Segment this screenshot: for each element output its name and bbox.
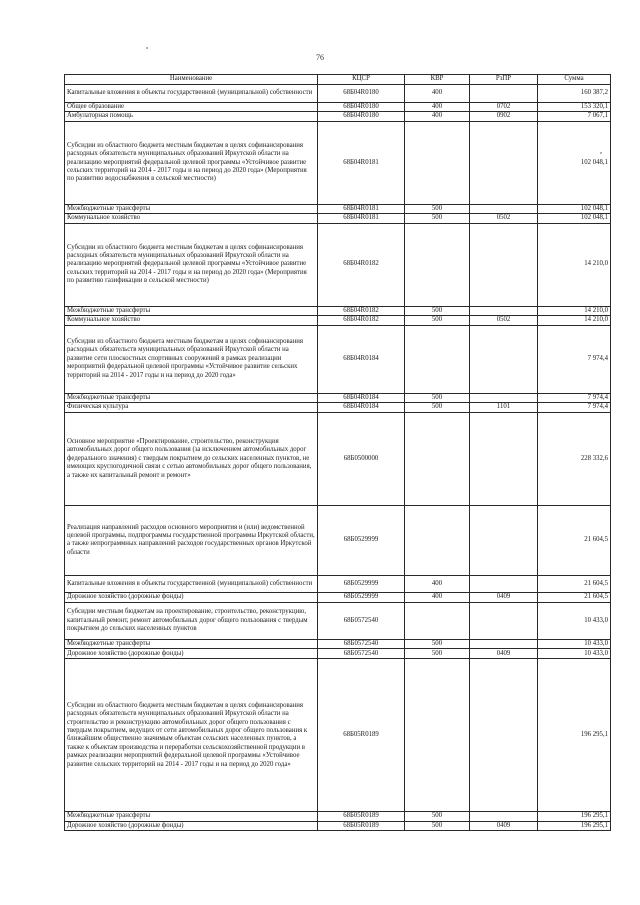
cell-sum: 21 604,5 bbox=[538, 505, 611, 575]
cell-sum: 21 604,5 bbox=[538, 575, 611, 592]
table-row bbox=[65, 592, 611, 602]
cell-sum: 10 433,0 bbox=[538, 649, 611, 659]
cell-name: Субсидии из областного бюджета местным бюджетам в целях софинансирования расходных обязательств муниципальных образований Иркутской области на реализацию мероприятий федеральной целевой программы «Устойчивое развитие сельских территорий на 2014 - 2017 годы и на период до 2020 года» (Мероприятия по развитию водоснабжения в сельской местности) bbox=[65, 121, 318, 204]
cell-sum: 21 604,5 bbox=[538, 592, 611, 602]
cell-kvr bbox=[405, 505, 470, 575]
cell-sum: 7 974,4 bbox=[538, 402, 611, 412]
table-row bbox=[65, 402, 611, 412]
cell-kvr bbox=[405, 325, 470, 393]
cell-kcsr: 68Б0572540 bbox=[318, 602, 405, 639]
cell-rzpr: 0702 bbox=[470, 103, 538, 112]
cell-kvr: 500 bbox=[405, 306, 470, 315]
cell-rzpr bbox=[470, 85, 538, 103]
cell-sum: 10 433,0 bbox=[538, 602, 611, 639]
cell-kvr: 500 bbox=[405, 204, 470, 213]
cell-name: Реализация направлений расходов основного мероприятия и (или) ведомственной целевой программы, подпрограммы государственной программы Иркутской области, а также непрограммных направлений расходов государственных органов Иркутской области bbox=[65, 505, 318, 575]
cell-name: Субсидии из областного бюджета местным бюджетам в целях софинансирования расходных обязательств муниципальных образований Иркутской области на строительство и реконструкцию автомобильных дорог общего пользования с твердым покрытием, ведущих от сети автомобильных дорог общего пользования к ближайшим общественно значимым объектам сельских населенных пунктов, а также к объектам производства и переработки сельскохозяйственной продукции в рамках реализации мероприятий федеральной целевой программы «Устойчивое развитие сельских территорий на 2014 - 2017 годы и на период до 2020 года» bbox=[65, 659, 318, 812]
cell-kcsr: 68Б04R0184 bbox=[318, 325, 405, 393]
table-row bbox=[65, 316, 611, 325]
cell-rzpr bbox=[470, 306, 538, 315]
cell-kcsr: 68Б05R0189 bbox=[318, 821, 405, 830]
table-row bbox=[65, 412, 611, 505]
table-row bbox=[65, 505, 611, 575]
cell-rzpr bbox=[470, 121, 538, 204]
cell-rzpr bbox=[470, 223, 538, 306]
cell-name: Дорожное хозяйство (дорожные фонды) bbox=[65, 821, 318, 830]
cell-sum: 160 387,2 bbox=[538, 85, 611, 103]
table-row bbox=[65, 602, 611, 639]
cell-kcsr: 68Б0572540 bbox=[318, 649, 405, 659]
cell-rzpr bbox=[470, 393, 538, 402]
table-row bbox=[65, 393, 611, 402]
cell-sum: 7 974,4 bbox=[538, 393, 611, 402]
cell-kcsr: 68Б04R0184 bbox=[318, 402, 405, 412]
scan-speck bbox=[146, 47, 148, 49]
cell-sum: 102 048,1 bbox=[538, 121, 611, 204]
cell-name: Дорожное хозяйство (дорожные фонды) bbox=[65, 592, 318, 602]
cell-rzpr bbox=[470, 325, 538, 393]
cell-kcsr: 68Б04R0181 bbox=[318, 204, 405, 213]
cell-kvr: 400 bbox=[405, 85, 470, 103]
cell-rzpr: 0902 bbox=[470, 112, 538, 121]
cell-rzpr: 1101 bbox=[470, 402, 538, 412]
cell-sum: 196 295,1 bbox=[538, 659, 611, 812]
cell-kcsr: 68Б0572540 bbox=[318, 639, 405, 648]
cell-rzpr: 0409 bbox=[470, 821, 538, 830]
cell-name: Амбулаторная помощь bbox=[65, 112, 318, 121]
cell-name: Дорожное хозяйство (дорожные фонды) bbox=[65, 649, 318, 659]
cell-kcsr: 68Б04R0180 bbox=[318, 103, 405, 112]
cell-kvr: 400 bbox=[405, 112, 470, 121]
cell-name: Межбюджетные трансферты bbox=[65, 812, 318, 821]
cell-kvr: 400 bbox=[405, 592, 470, 602]
cell-sum: 153 320,1 bbox=[538, 103, 611, 112]
cell-kcsr: 68Б04R0181 bbox=[318, 214, 405, 223]
cell-sum: 14 210,0 bbox=[538, 316, 611, 325]
cell-kvr bbox=[405, 412, 470, 505]
cell-rzpr bbox=[470, 602, 538, 639]
cell-kcsr: 68Б0529999 bbox=[318, 505, 405, 575]
cell-kvr bbox=[405, 602, 470, 639]
cell-sum: 196 295,1 bbox=[538, 821, 611, 830]
table-row bbox=[65, 214, 611, 223]
header-kcsr: КЦСР bbox=[318, 75, 405, 85]
cell-rzpr bbox=[470, 659, 538, 812]
table-header-row bbox=[65, 75, 611, 85]
cell-kcsr: 68Б04R0182 bbox=[318, 316, 405, 325]
cell-sum: 102 048,1 bbox=[538, 204, 611, 213]
cell-kcsr: 68Б04R0180 bbox=[318, 85, 405, 103]
cell-kcsr: 68Б0529999 bbox=[318, 592, 405, 602]
cell-kvr: 400 bbox=[405, 103, 470, 112]
cell-kvr bbox=[405, 223, 470, 306]
header-name: Наименование bbox=[65, 75, 318, 85]
budget-table bbox=[64, 74, 611, 831]
cell-kcsr: 68Б04R0184 bbox=[318, 393, 405, 402]
cell-rzpr: 0409 bbox=[470, 649, 538, 659]
table-row bbox=[65, 85, 611, 103]
cell-kvr: 500 bbox=[405, 812, 470, 821]
cell-kcsr: 68Б0500000 bbox=[318, 412, 405, 505]
cell-kvr: 500 bbox=[405, 649, 470, 659]
cell-kvr: 500 bbox=[405, 214, 470, 223]
cell-kcsr: 68Б04R0182 bbox=[318, 223, 405, 306]
cell-kcsr: 68Б05R0189 bbox=[318, 812, 405, 821]
table-row bbox=[65, 306, 611, 315]
cell-rzpr bbox=[470, 639, 538, 648]
header-rzpr: РзПР bbox=[470, 75, 538, 85]
cell-rzpr bbox=[470, 575, 538, 592]
cell-name: Общее образование bbox=[65, 103, 318, 112]
cell-name: Межбюджетные трансферты bbox=[65, 204, 318, 213]
cell-kvr: 500 bbox=[405, 393, 470, 402]
cell-name: Межбюджетные трансферты bbox=[65, 393, 318, 402]
table-row bbox=[65, 325, 611, 393]
table-row bbox=[65, 223, 611, 306]
cell-rzpr bbox=[470, 204, 538, 213]
table-row bbox=[65, 103, 611, 112]
cell-kcsr: 68Б04R0180 bbox=[318, 112, 405, 121]
cell-sum: 102 048,1 bbox=[538, 214, 611, 223]
cell-name: Межбюджетные трансферты bbox=[65, 306, 318, 315]
cell-name: Субсидии местным бюджетам на проектирование, строительство, реконструкцию, капитальный ремонт, ремонт автомобильных дорог общего пользования с твердым покрытием до сельских населенных пунктов bbox=[65, 602, 318, 639]
table-row bbox=[65, 649, 611, 659]
cell-kvr: 400 bbox=[405, 575, 470, 592]
cell-kcsr: 68Б04R0181 bbox=[318, 121, 405, 204]
table-row bbox=[65, 121, 611, 204]
page-number: 76 bbox=[316, 53, 324, 62]
table-row bbox=[65, 659, 611, 812]
cell-sum: 14 210,0 bbox=[538, 223, 611, 306]
cell-name: Капитальные вложения в объекты государственной (муниципальной) собственности bbox=[65, 85, 318, 103]
cell-kvr bbox=[405, 121, 470, 204]
cell-rzpr: 0409 bbox=[470, 592, 538, 602]
cell-kvr: 500 bbox=[405, 821, 470, 830]
cell-name: Субсидии из областного бюджета местным бюджетам в целях софинансирования расходных обязательств муниципальных образований Иркутской области на реализацию мероприятий федеральной целевой программы «Устойчивое развитие сельских территорий на 2014 - 2017 годы и на период до 2020 года» (Мероприятия по развитию газификации в сельской местности) bbox=[65, 223, 318, 306]
cell-name: Межбюджетные трансферты bbox=[65, 639, 318, 648]
cell-rzpr bbox=[470, 412, 538, 505]
cell-name: Физическая культура bbox=[65, 402, 318, 412]
table-row bbox=[65, 821, 611, 830]
cell-rzpr bbox=[470, 812, 538, 821]
cell-rzpr: 0502 bbox=[470, 214, 538, 223]
table-row bbox=[65, 204, 611, 213]
header-sum: Сумма bbox=[538, 75, 611, 85]
table-row bbox=[65, 812, 611, 821]
cell-rzpr bbox=[470, 505, 538, 575]
cell-kcsr: 68Б04R0182 bbox=[318, 306, 405, 315]
cell-name: Субсидии из областного бюджета местным бюджетам в целях софинансирования расходных обязательств муниципальных образований Иркутской области на развитие сети плоскостных спортивных сооружений в рамках реализации мероприятий федеральной целевой программы «Устойчивое развитие сельских территорий на 2014 - 2017 годы и на период до 2020 года» bbox=[65, 325, 318, 393]
cell-kvr: 500 bbox=[405, 316, 470, 325]
cell-name: Коммунальное хозяйство bbox=[65, 316, 318, 325]
cell-sum: 7 974,4 bbox=[538, 325, 611, 393]
cell-name: Капитальные вложения в объекты государственной (муниципальной) собственности bbox=[65, 575, 318, 592]
table-body bbox=[65, 85, 611, 831]
header-kvr: КВР bbox=[405, 75, 470, 85]
table-row bbox=[65, 112, 611, 121]
cell-kvr: 500 bbox=[405, 639, 470, 648]
cell-sum: 7 067,1 bbox=[538, 112, 611, 121]
cell-sum: 14 210,0 bbox=[538, 306, 611, 315]
table-row bbox=[65, 639, 611, 648]
cell-name: Основное мероприятие «Проектирование, строительство, реконструкция автомобильных дорог общего пользования (за исключением автомобильных дорог федерального значения) с твердым покрытием до сельских населенных пунктов, не имеющих круглогодичной связи с сетью автомобильных дорог общего пользования, а также их капитальный ремонт и ремонт» bbox=[65, 412, 318, 505]
cell-kvr bbox=[405, 659, 470, 812]
cell-rzpr: 0502 bbox=[470, 316, 538, 325]
cell-kcsr: 68Б05R0189 bbox=[318, 659, 405, 812]
cell-sum: 10 433,0 bbox=[538, 639, 611, 648]
cell-sum: 228 332,6 bbox=[538, 412, 611, 505]
cell-name: Коммунальное хозяйство bbox=[65, 214, 318, 223]
cell-kcsr: 68Б0529999 bbox=[318, 575, 405, 592]
table-row bbox=[65, 575, 611, 592]
cell-kvr: 500 bbox=[405, 402, 470, 412]
cell-sum: 196 295,1 bbox=[538, 812, 611, 821]
